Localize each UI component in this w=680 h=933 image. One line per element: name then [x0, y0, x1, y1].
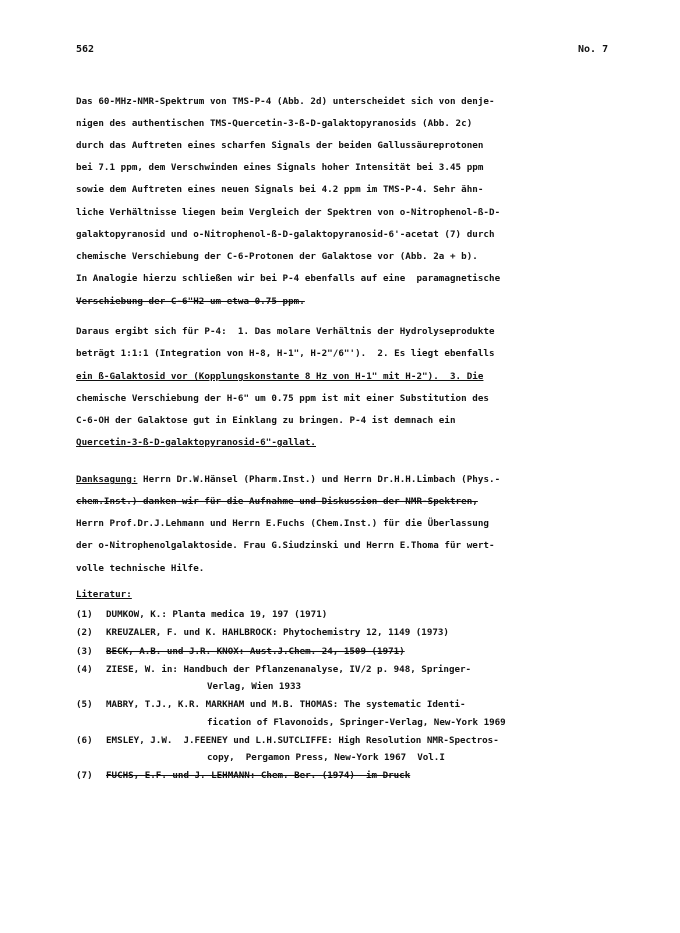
acknowledgement-line: Herrn Dr.W.Hänsel (Pharm.Inst.) und Herrn Dr.H.H.Limbach (Phys.- [137, 474, 501, 485]
reference-item [76, 609, 327, 621]
reference-item [76, 770, 410, 782]
para1-line: Das 60-MHz-NMR-Spektrum von TMS-P-4 (Abb. 2d) unterscheidet sich von denje- [76, 96, 495, 107]
reference-text: MABRY, T.J., K.R. MARKHAM und M.B. THOMAS: The systematic Identi- [106, 699, 466, 710]
reference-number: (6) [76, 735, 93, 746]
reference-item [76, 627, 449, 639]
reference-item [76, 735, 499, 747]
acknowledgement-first-line [76, 474, 500, 486]
reference-continuation: copy, Pergamon Press, New-York 1967 Vol.I [207, 752, 445, 763]
page-number: 562 [76, 44, 95, 55]
reference-text: FUCHS, E.F. und J. LEHMANN: Chem. Ber. (1974) im Druck [106, 770, 411, 781]
reference-number: (7) [76, 770, 93, 781]
reference-text: ZIESE, W. in: Handbuch der Pflanzenanalyse, IV/2 p. 948, Springer- [106, 664, 472, 675]
para2-line: Quercetin-3-ß-D-galaktopyranosid-6"-gallat. [76, 437, 316, 448]
literature-heading: Literatur: [76, 589, 132, 600]
para2-line: C-6-OH der Galaktose gut in Einklang zu bringen. P-4 ist demnach ein [76, 415, 456, 426]
para1-line: sowie dem Auftreten eines neuen Signals bei 4.2 ppm im TMS-P-4. Sehr ähn- [76, 184, 484, 195]
acknowledgement-line: der o-Nitrophenolgalaktoside. Frau G.Siudzinski und Herrn E.Thoma für wert- [76, 540, 495, 551]
reference-number: (5) [76, 699, 93, 710]
reference-text: DUMKOW, K.: Planta medica 19, 197 (1971) [106, 609, 328, 620]
reference-continuation: fication of Flavonoids, Springer-Verlag, New-York 1969 [207, 717, 506, 728]
reference-number: (2) [76, 627, 93, 638]
reference-item [76, 699, 466, 711]
para2-line: chemische Verschiebung der H-6" um 0.75 ppm ist mit einer Substitution des [76, 393, 490, 404]
issue-number: No. 7 [578, 44, 609, 55]
acknowledgement-line: chem.Inst.) danken wir für die Aufnahme und Diskussion der NMR-Spektren, [76, 496, 478, 507]
para2-line: beträgt 1:1:1 (Integration von H-8, H-1", H-2"/6"'). 2. Es liegt ebenfalls [76, 348, 495, 359]
acknowledgement-line: volle technische Hilfe. [76, 563, 205, 574]
reference-text: BECK, A.B. und J.R. KNOX: Aust.J.Chem. 24, 1509 (1971) [106, 646, 405, 657]
para1-line: galaktopyranosid und o-Nitrophenol-ß-D-galaktopyranosid-6'-acetat (7) durch [76, 229, 495, 240]
reference-item [76, 664, 471, 676]
para1-line: chemische Verschiebung der C-6-Protonen der Galaktose vor (Abb. 2a + b). [76, 251, 478, 262]
para2-line: Daraus ergibt sich für P-4: 1. Das molare Verhältnis der Hydrolyseprodukte [76, 326, 495, 337]
reference-text: EMSLEY, J.W. J.FEENEY und L.H.SUTCLIFFE: High Resolution NMR-Spectros- [106, 735, 499, 746]
para1-line: durch das Auftreten eines scharfen Signals der beiden Gallussäureprotonen [76, 140, 484, 151]
reference-number: (3) [76, 646, 93, 657]
para1-line: Verschiebung der C-6"H2 um etwa 0.75 ppm. [76, 296, 305, 307]
para1-line: nigen des authentischen TMS-Quercetin-3-ß-D-galaktopyranosids (Abb. 2c) [76, 118, 473, 129]
acknowledgement-heading: Danksagung: [76, 474, 138, 485]
acknowledgement-line: Herrn Prof.Dr.J.Lehmann und Herrn E.Fuchs (Chem.Inst.) für die Überlassung [76, 518, 490, 529]
para2-line: ein ß-Galaktosid vor (Kopplungskonstante 8 Hz von H-1" mit H-2"). 3. Die [76, 371, 484, 382]
reference-continuation: Verlag, Wien 1933 [207, 681, 302, 692]
reference-item [76, 646, 405, 658]
para1-line: liche Verhältnisse liegen beim Vergleich der Spektren von o-Nitrophenol-ß-D- [76, 207, 501, 218]
para1-line: bei 7.1 ppm, dem Verschwinden eines Signals hoher Intensität bei 3.45 ppm [76, 162, 484, 173]
reference-text: KREUZALER, F. und K. HAHLBROCK: Phytochemistry 12, 1149 (1973) [106, 627, 449, 638]
reference-number: (4) [76, 664, 93, 675]
reference-number: (1) [76, 609, 93, 620]
para1-line: In Analogie hierzu schließen wir bei P-4 ebenfalls auf eine paramagnetische [76, 273, 501, 284]
